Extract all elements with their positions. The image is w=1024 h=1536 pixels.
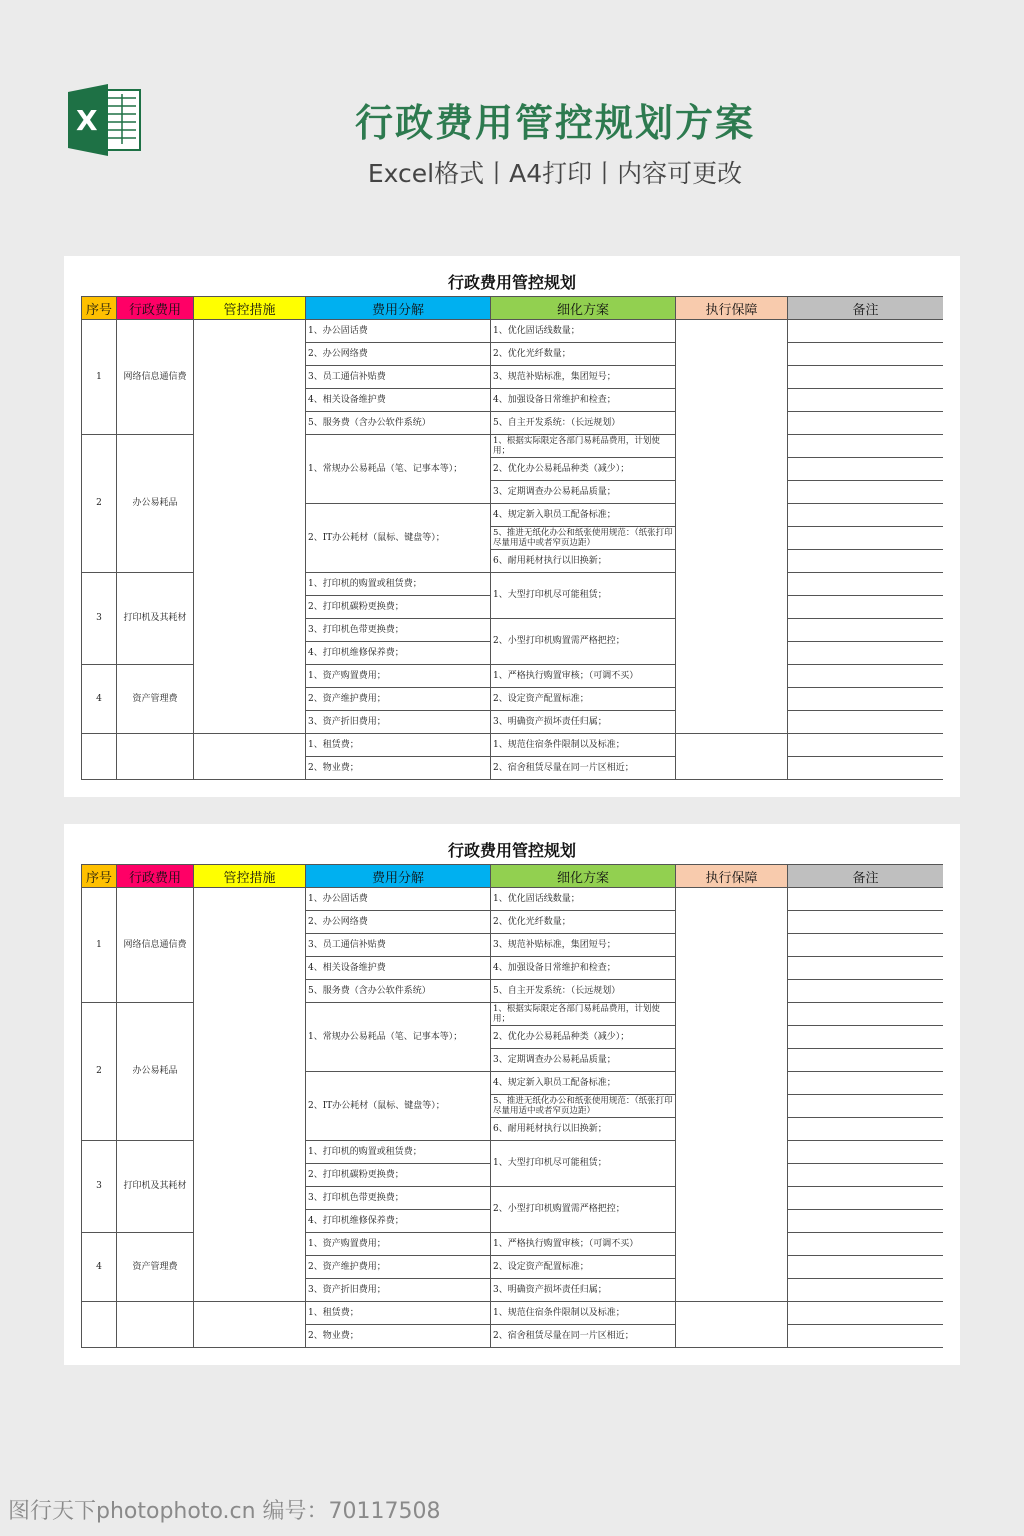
expense-table	[81, 864, 943, 1348]
plan-cell: 3、定期调查办公易耗品质量；	[491, 1049, 676, 1072]
breakdown-cell: 2、资产维护费用；	[306, 688, 491, 711]
row-number: 3	[82, 573, 117, 665]
row-number: 2	[82, 435, 117, 573]
page-subtitle: Excel格式丨A4打印丨内容可更改	[367, 159, 743, 188]
plan-cell: 5、自主开发系统：（长远规划）	[491, 980, 676, 1003]
guarantee-cell	[676, 734, 788, 780]
plan-cell: 2、设定资产配置标准；	[491, 688, 676, 711]
expense-table	[81, 296, 943, 780]
plan-cell: 1、大型打印机尽可能租赁；	[491, 573, 676, 619]
header-breakdown: 费用分解	[306, 865, 491, 888]
guarantee-cell	[676, 888, 788, 1302]
expense-name	[117, 734, 194, 780]
plan-cell: 3、明确资产损坏责任归属；	[491, 711, 676, 734]
remark-cell	[788, 980, 944, 1003]
header-measure: 管控措施	[194, 865, 306, 888]
plan-cell	[491, 435, 676, 458]
breakdown-cell: 1、资产购置费用；	[306, 1233, 491, 1256]
header-breakdown: 费用分解	[306, 297, 491, 320]
measure-cell	[194, 734, 306, 780]
sheet-preview-1	[64, 256, 960, 797]
remark-cell	[788, 481, 944, 504]
header-guarantee: 执行保障	[676, 865, 788, 888]
remark-cell	[788, 1279, 944, 1302]
plan-cell: 1、规范住宿条件限制以及标准；	[491, 734, 676, 757]
breakdown-cell: 1、办公固话费	[306, 320, 491, 343]
remark-cell	[788, 888, 944, 911]
remark-cell	[788, 458, 944, 481]
breakdown-cell: 1、打印机的购置或租赁费；	[306, 1141, 491, 1164]
remark-cell	[788, 389, 944, 412]
row-number: 3	[82, 1141, 117, 1233]
remark-cell	[788, 596, 944, 619]
remark-cell	[788, 412, 944, 435]
remark-cell	[788, 619, 944, 642]
breakdown-cell: 2、打印机碳粉更换费；	[306, 596, 491, 619]
breakdown-cell: 2、资产维护费用；	[306, 1256, 491, 1279]
header-row	[82, 865, 944, 888]
breakdown-cell: 2、办公网络费	[306, 343, 491, 366]
breakdown-cell: 5、服务费（含办公软件系统）	[306, 980, 491, 1003]
plan-text: 5、推进无纸化办公和纸张使用规范：（纸张打印尽量用适中或者窄页边距）	[493, 528, 673, 548]
table-row	[82, 888, 944, 911]
plan-cell: 1、规范住宿条件限制以及标准；	[491, 1302, 676, 1325]
breakdown-cell: 4、打印机维修保养费；	[306, 642, 491, 665]
remark-cell	[788, 1233, 944, 1256]
plan-cell: 2、小型打印机购置需严格把控；	[491, 619, 676, 665]
expense-name: 打印机及其耗材	[117, 1141, 194, 1233]
plan-cell: 4、加强设备日常维护和检查；	[491, 389, 676, 412]
remark-cell	[788, 642, 944, 665]
remark-cell	[788, 1256, 944, 1279]
header-expense: 行政费用	[117, 865, 194, 888]
breakdown-cell: 3、资产折旧费用；	[306, 711, 491, 734]
plan-cell	[491, 1003, 676, 1026]
header-row	[82, 297, 944, 320]
plan-cell: 5、自主开发系统：（长远规划）	[491, 412, 676, 435]
breakdown-cell: 1、资产购置费用；	[306, 665, 491, 688]
plan-cell: 1、优化固话线数量；	[491, 320, 676, 343]
remark-cell	[788, 934, 944, 957]
expense-name: 资产管理费	[117, 665, 194, 734]
expense-name: 打印机及其耗材	[117, 573, 194, 665]
plan-cell	[491, 1095, 676, 1118]
breakdown-cell: 2、物业费；	[306, 1325, 491, 1348]
row-number: 1	[82, 320, 117, 435]
plan-cell: 2、优化办公易耗品种类（减少）；	[491, 1026, 676, 1049]
remark-cell	[788, 665, 944, 688]
breakdown-cell: 3、打印机色带更换费；	[306, 619, 491, 642]
plan-cell: 1、大型打印机尽可能租赁；	[491, 1141, 676, 1187]
plan-cell: 1、严格执行购置审核；（可调不买）	[491, 1233, 676, 1256]
breakdown-cell: 3、员工通信补贴费	[306, 366, 491, 389]
plan-cell	[491, 527, 676, 550]
row-number	[82, 734, 117, 780]
plan-cell: 4、规定新入职员工配备标准；	[491, 1072, 676, 1095]
breakdown-cell: 4、打印机维修保养费；	[306, 1210, 491, 1233]
plan-cell: 2、宿舍租赁尽量在同一片区相近；	[491, 1325, 676, 1348]
expense-name: 办公易耗品	[117, 435, 194, 573]
header-remark: 备注	[788, 297, 944, 320]
remark-cell	[788, 366, 944, 389]
plan-cell: 2、设定资产配置标准；	[491, 1256, 676, 1279]
remark-cell	[788, 1187, 944, 1210]
plan-cell: 3、定期调查办公易耗品质量；	[491, 481, 676, 504]
plan-cell: 2、优化光纤数量；	[491, 911, 676, 934]
breakdown-cell: 3、资产折旧费用；	[306, 1279, 491, 1302]
header-expense: 行政费用	[117, 297, 194, 320]
plan-cell: 2、优化办公易耗品种类（减少）；	[491, 458, 676, 481]
plan-cell: 2、优化光纤数量；	[491, 343, 676, 366]
watermark-text: 图行天下photophoto.cn 编号：70117508	[8, 1499, 441, 1524]
plan-cell: 6、耐用耗材执行以旧换新；	[491, 550, 676, 573]
remark-cell	[788, 1302, 944, 1325]
plan-cell: 3、明确资产损坏责任归属；	[491, 1279, 676, 1302]
remark-cell	[788, 757, 944, 780]
remark-cell	[788, 734, 944, 757]
remark-cell	[788, 1003, 944, 1026]
sheet-preview-2	[64, 824, 960, 1365]
breakdown-cell: 1、办公固话费	[306, 888, 491, 911]
page-title: 行政费用管控规划方案	[354, 101, 755, 145]
row-number: 1	[82, 888, 117, 1003]
remark-cell	[788, 1049, 944, 1072]
remark-cell	[788, 957, 944, 980]
table-row	[82, 1302, 944, 1325]
breakdown-cell: 4、相关设备维护费	[306, 957, 491, 980]
excel-logo-icon	[68, 84, 142, 156]
remark-cell	[788, 1210, 944, 1233]
guarantee-cell	[676, 1302, 788, 1348]
measure-cell	[194, 888, 306, 1302]
remark-cell	[788, 1325, 944, 1348]
breakdown-cell: 2、IT办公耗材（鼠标、键盘等）；	[306, 1072, 491, 1141]
remark-cell	[788, 320, 944, 343]
measure-cell	[194, 1302, 306, 1348]
row-number: 2	[82, 1003, 117, 1141]
plan-cell: 1、优化固话线数量；	[491, 888, 676, 911]
sheet-title: 行政费用管控规划	[447, 273, 576, 292]
plan-cell: 4、规定新入职员工配备标准；	[491, 504, 676, 527]
breakdown-cell: 1、常规办公易耗品（笔、记事本等）；	[306, 435, 491, 504]
header-no: 序号	[82, 865, 117, 888]
plan-cell: 6、耐用耗材执行以旧换新；	[491, 1118, 676, 1141]
expense-name: 办公易耗品	[117, 1003, 194, 1141]
breakdown-cell: 3、打印机色带更换费；	[306, 1187, 491, 1210]
remark-cell	[788, 688, 944, 711]
remark-cell	[788, 504, 944, 527]
breakdown-cell: 5、服务费（含办公软件系统）	[306, 412, 491, 435]
table-row	[82, 320, 944, 343]
sheet-table-wrap	[81, 296, 943, 780]
plan-text: 5、推进无纸化办公和纸张使用规范：（纸张打印尽量用适中或者窄页边距）	[493, 1096, 673, 1116]
remark-cell	[788, 711, 944, 734]
sheet-title: 行政费用管控规划	[447, 841, 576, 860]
expense-name: 网络信息通信费	[117, 320, 194, 435]
sheet-table-wrap	[81, 864, 943, 1348]
remark-cell	[788, 573, 944, 596]
plan-text: 1、根据实际限定各部门易耗品费用，计划使用；	[493, 1004, 660, 1024]
guarantee-cell	[676, 320, 788, 734]
row-number: 4	[82, 665, 117, 734]
remark-cell	[788, 911, 944, 934]
remark-cell	[788, 343, 944, 366]
remark-cell	[788, 435, 944, 458]
header-measure: 管控措施	[194, 297, 306, 320]
plan-cell: 2、宿舍租赁尽量在同一片区相近；	[491, 757, 676, 780]
svg-text:X: X	[76, 104, 98, 137]
breakdown-cell: 2、打印机碳粉更换费；	[306, 1164, 491, 1187]
measure-cell	[194, 320, 306, 734]
breakdown-cell: 2、IT办公耗材（鼠标、键盘等）；	[306, 504, 491, 573]
plan-cell: 3、规范补贴标准，集团短号；	[491, 366, 676, 389]
remark-cell	[788, 1141, 944, 1164]
breakdown-cell: 4、相关设备维护费	[306, 389, 491, 412]
row-number	[82, 1302, 117, 1348]
breakdown-cell: 3、员工通信补贴费	[306, 934, 491, 957]
expense-name	[117, 1302, 194, 1348]
remark-cell	[788, 1026, 944, 1049]
header-guarantee: 执行保障	[676, 297, 788, 320]
expense-name: 资产管理费	[117, 1233, 194, 1302]
remark-cell	[788, 1072, 944, 1095]
plan-cell: 3、规范补贴标准，集团短号；	[491, 934, 676, 957]
header-plan: 细化方案	[491, 297, 676, 320]
remark-cell	[788, 550, 944, 573]
remark-cell	[788, 1095, 944, 1118]
row-number: 4	[82, 1233, 117, 1302]
table-row	[82, 734, 944, 757]
breakdown-cell: 1、常规办公易耗品（笔、记事本等）；	[306, 1003, 491, 1072]
header-no: 序号	[82, 297, 117, 320]
remark-cell	[788, 1118, 944, 1141]
expense-name: 网络信息通信费	[117, 888, 194, 1003]
breakdown-cell: 1、打印机的购置或租赁费；	[306, 573, 491, 596]
remark-cell	[788, 527, 944, 550]
plan-text: 1、根据实际限定各部门易耗品费用，计划使用；	[493, 436, 660, 456]
breakdown-cell: 2、办公网络费	[306, 911, 491, 934]
plan-cell: 1、严格执行购置审核；（可调不买）	[491, 665, 676, 688]
breakdown-cell: 1、租赁费；	[306, 734, 491, 757]
remark-cell	[788, 1164, 944, 1187]
plan-cell: 2、小型打印机购置需严格把控；	[491, 1187, 676, 1233]
breakdown-cell: 1、租赁费；	[306, 1302, 491, 1325]
breakdown-cell: 2、物业费；	[306, 757, 491, 780]
header-remark: 备注	[788, 865, 944, 888]
header-plan: 细化方案	[491, 865, 676, 888]
plan-cell: 4、加强设备日常维护和检查；	[491, 957, 676, 980]
